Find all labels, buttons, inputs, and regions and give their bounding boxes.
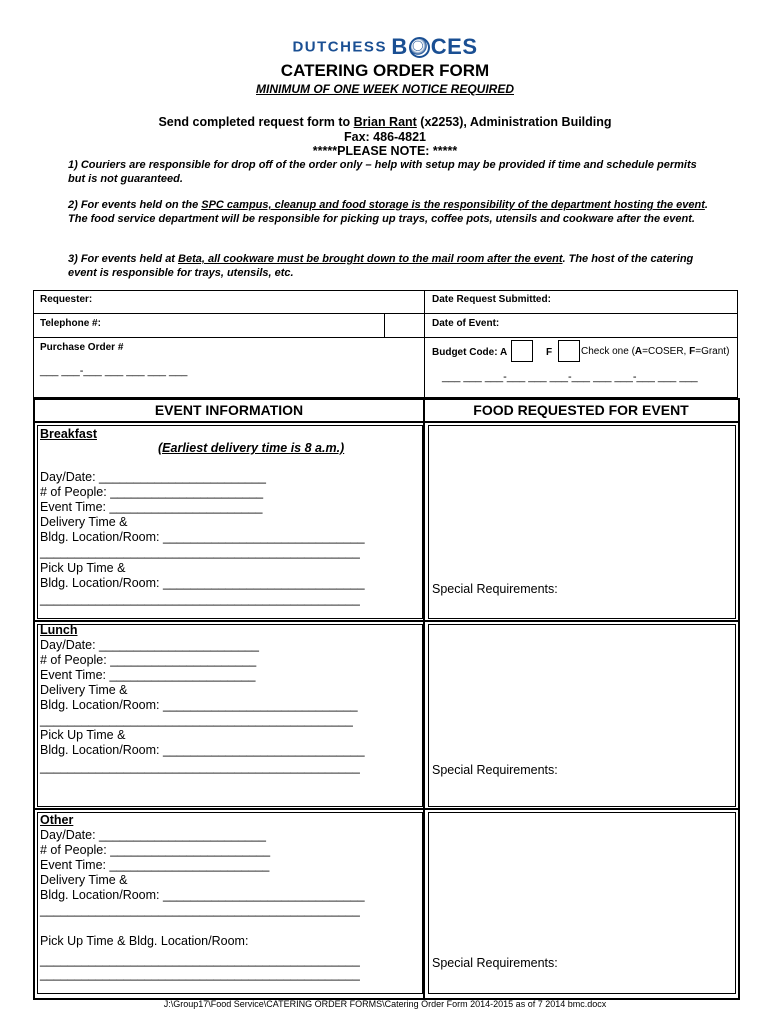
breakfast-delivery-label: Delivery Time &	[40, 515, 128, 529]
lunch-delivery-label: Delivery Time &	[40, 683, 128, 697]
requester-label: Requester:	[40, 294, 93, 305]
logo-text-dutchess: DUTCHESS	[292, 38, 387, 56]
breakfast-event-time-field[interactable]: Event Time: ______________________	[40, 500, 263, 514]
telephone-field[interactable]	[120, 315, 380, 335]
budget-a-checkbox[interactable]	[511, 340, 533, 362]
requester-field[interactable]	[140, 291, 420, 311]
send-prefix: Send completed request form to	[158, 115, 354, 129]
lunch-special-requirements: Special Requirements:	[432, 763, 558, 777]
other-delivery-field-2[interactable]: ______________________________________________	[40, 903, 360, 917]
lunch-title: Lunch	[40, 623, 78, 637]
breakfast-special-requirements: Special Requirements:	[432, 582, 558, 596]
date-submitted-label: Date Request Submitted:	[432, 294, 551, 305]
other-special-requirements: Special Requirements:	[432, 956, 558, 970]
divider	[384, 313, 385, 338]
food-requested-heading: FOOD REQUESTED FOR EVENT	[473, 402, 689, 418]
divider	[33, 421, 740, 423]
breakfast-pickup-field[interactable]: Bldg. Location/Room: _____________________________	[40, 576, 365, 590]
please-note: *****PLEASE NOTE: *****	[312, 144, 458, 158]
dutchess-boces-logo	[0, 34, 770, 60]
check-one-f: F	[689, 346, 696, 357]
note-2-a: 2) For events held on the	[68, 199, 202, 211]
other-people-field[interactable]: # of People: _______________________	[40, 843, 271, 857]
date-submitted-field[interactable]	[560, 291, 730, 311]
breakfast-pickup-label: Pick Up Time &	[40, 561, 126, 575]
fax-number: Fax: 486-4821	[343, 130, 426, 144]
other-title: Other	[40, 813, 74, 827]
budget-code-field[interactable]: ___ ___ ___-___ ___ ___-___ ___ ___-___ ___ ___	[442, 371, 698, 383]
note-3-a: 3) For events held at	[68, 253, 179, 265]
breakfast-day-field[interactable]: Day/Date: ________________________	[40, 470, 266, 484]
event-information-heading: EVENT INFORMATION	[154, 402, 304, 418]
send-suffix: (x2253), Administration Building	[416, 115, 612, 129]
other-delivery-label: Delivery Time &	[40, 873, 128, 887]
lunch-delivery-field[interactable]: Bldg. Location/Room: ____________________________	[40, 698, 358, 712]
telephone-label: Telephone #:	[40, 318, 101, 329]
date-of-event-label: Date of Event:	[432, 318, 500, 329]
note-3-c: . The host of the catering event is responsible for trays, utensils, etc.	[68, 253, 694, 279]
breakfast-pickup-field-2[interactable]: ______________________________________________	[40, 592, 360, 606]
breakfast-title: Breakfast	[40, 427, 97, 441]
logo-text-b: B	[391, 34, 408, 59]
form-title: CATERING ORDER FORM	[280, 61, 490, 80]
breakfast-people-field[interactable]: # of People: ______________________	[40, 485, 264, 499]
file-path-footer: J:\Group17\Food Service\CATERING ORDER FORMS\Catering Order Form 2014-2015 as of 7 2014 bmc.docx	[163, 999, 607, 1009]
budget-f-checkbox[interactable]	[558, 340, 580, 362]
check-one-hint	[581, 346, 729, 357]
lunch-event-time-field[interactable]: Event Time: _____________________	[40, 668, 256, 682]
purchase-order-field[interactable]: ___ ___-___ ___ ___ ___ ___	[40, 365, 188, 377]
lunch-pickup-field[interactable]: Bldg. Location/Room: _____________________________	[40, 743, 365, 757]
note-1: 1) Couriers are responsible for drop off of the order only – help with setup may be provided if time and schedule permits but is not guaranteed.	[68, 159, 697, 185]
other-pickup-field[interactable]: ______________________________________________	[40, 953, 360, 967]
note-3-b: Beta, all cookware must be brought down to the mail room after the event	[178, 253, 563, 265]
check-one-suffix: =Grant)	[695, 346, 730, 357]
lunch-pickup-field-2[interactable]: ______________________________________________	[40, 760, 360, 774]
note-2-b: SPC campus, cleanup and food storage is the responsibility of the department hosting the event	[201, 199, 705, 211]
budget-f-label: F	[546, 347, 553, 358]
other-pickup-label: Pick Up Time & Bldg. Location/Room:	[40, 934, 249, 948]
other-pickup-field-2[interactable]: ______________________________________________	[40, 967, 360, 981]
logo-text-ces: CES	[430, 34, 478, 59]
check-one-prefix: Check one (	[581, 346, 635, 357]
send-name: Brian Rant	[353, 115, 417, 129]
divider	[424, 290, 425, 397]
breakfast-delivery-field-2[interactable]: ______________________________________________	[40, 545, 360, 559]
divider	[33, 313, 738, 314]
note-2	[68, 199, 708, 226]
lunch-people-field[interactable]: # of People: _____________________	[40, 653, 257, 667]
note-2-c: . The food service department will be responsible for picking up trays, coffee pots, utensils and cookware after the event.	[68, 199, 708, 225]
check-one-mid: =COSER,	[642, 346, 690, 357]
form-subtitle: MINIMUM OF ONE WEEK NOTICE REQUIRED	[256, 82, 514, 96]
breakfast-earliest-note: (Earliest delivery time is 8 a.m.)	[158, 441, 345, 455]
other-delivery-field[interactable]: Bldg. Location/Room: _____________________________	[40, 888, 365, 902]
lunch-food-cell[interactable]	[428, 624, 736, 807]
other-day-field[interactable]: Day/Date: ________________________	[40, 828, 266, 842]
purchase-order-label: Purchase Order #	[40, 342, 124, 353]
globe-icon	[409, 37, 430, 58]
divider	[33, 620, 740, 622]
lunch-pickup-label: Pick Up Time &	[40, 728, 126, 742]
divider	[423, 398, 425, 998]
divider	[33, 808, 740, 810]
divider	[33, 337, 738, 338]
budget-code-label: Budget Code: A	[432, 347, 508, 358]
lunch-day-field[interactable]: Day/Date: _______________________	[40, 638, 259, 652]
lunch-delivery-field-2[interactable]: _____________________________________________	[40, 713, 353, 727]
send-instructions	[0, 115, 770, 129]
note-3	[68, 253, 708, 280]
other-event-time-field[interactable]: Event Time: _______________________	[40, 858, 270, 872]
breakfast-delivery-field[interactable]: Bldg. Location/Room: _____________________________	[40, 530, 365, 544]
check-one-a: A	[634, 346, 643, 357]
date-of-event-field[interactable]	[510, 315, 730, 335]
